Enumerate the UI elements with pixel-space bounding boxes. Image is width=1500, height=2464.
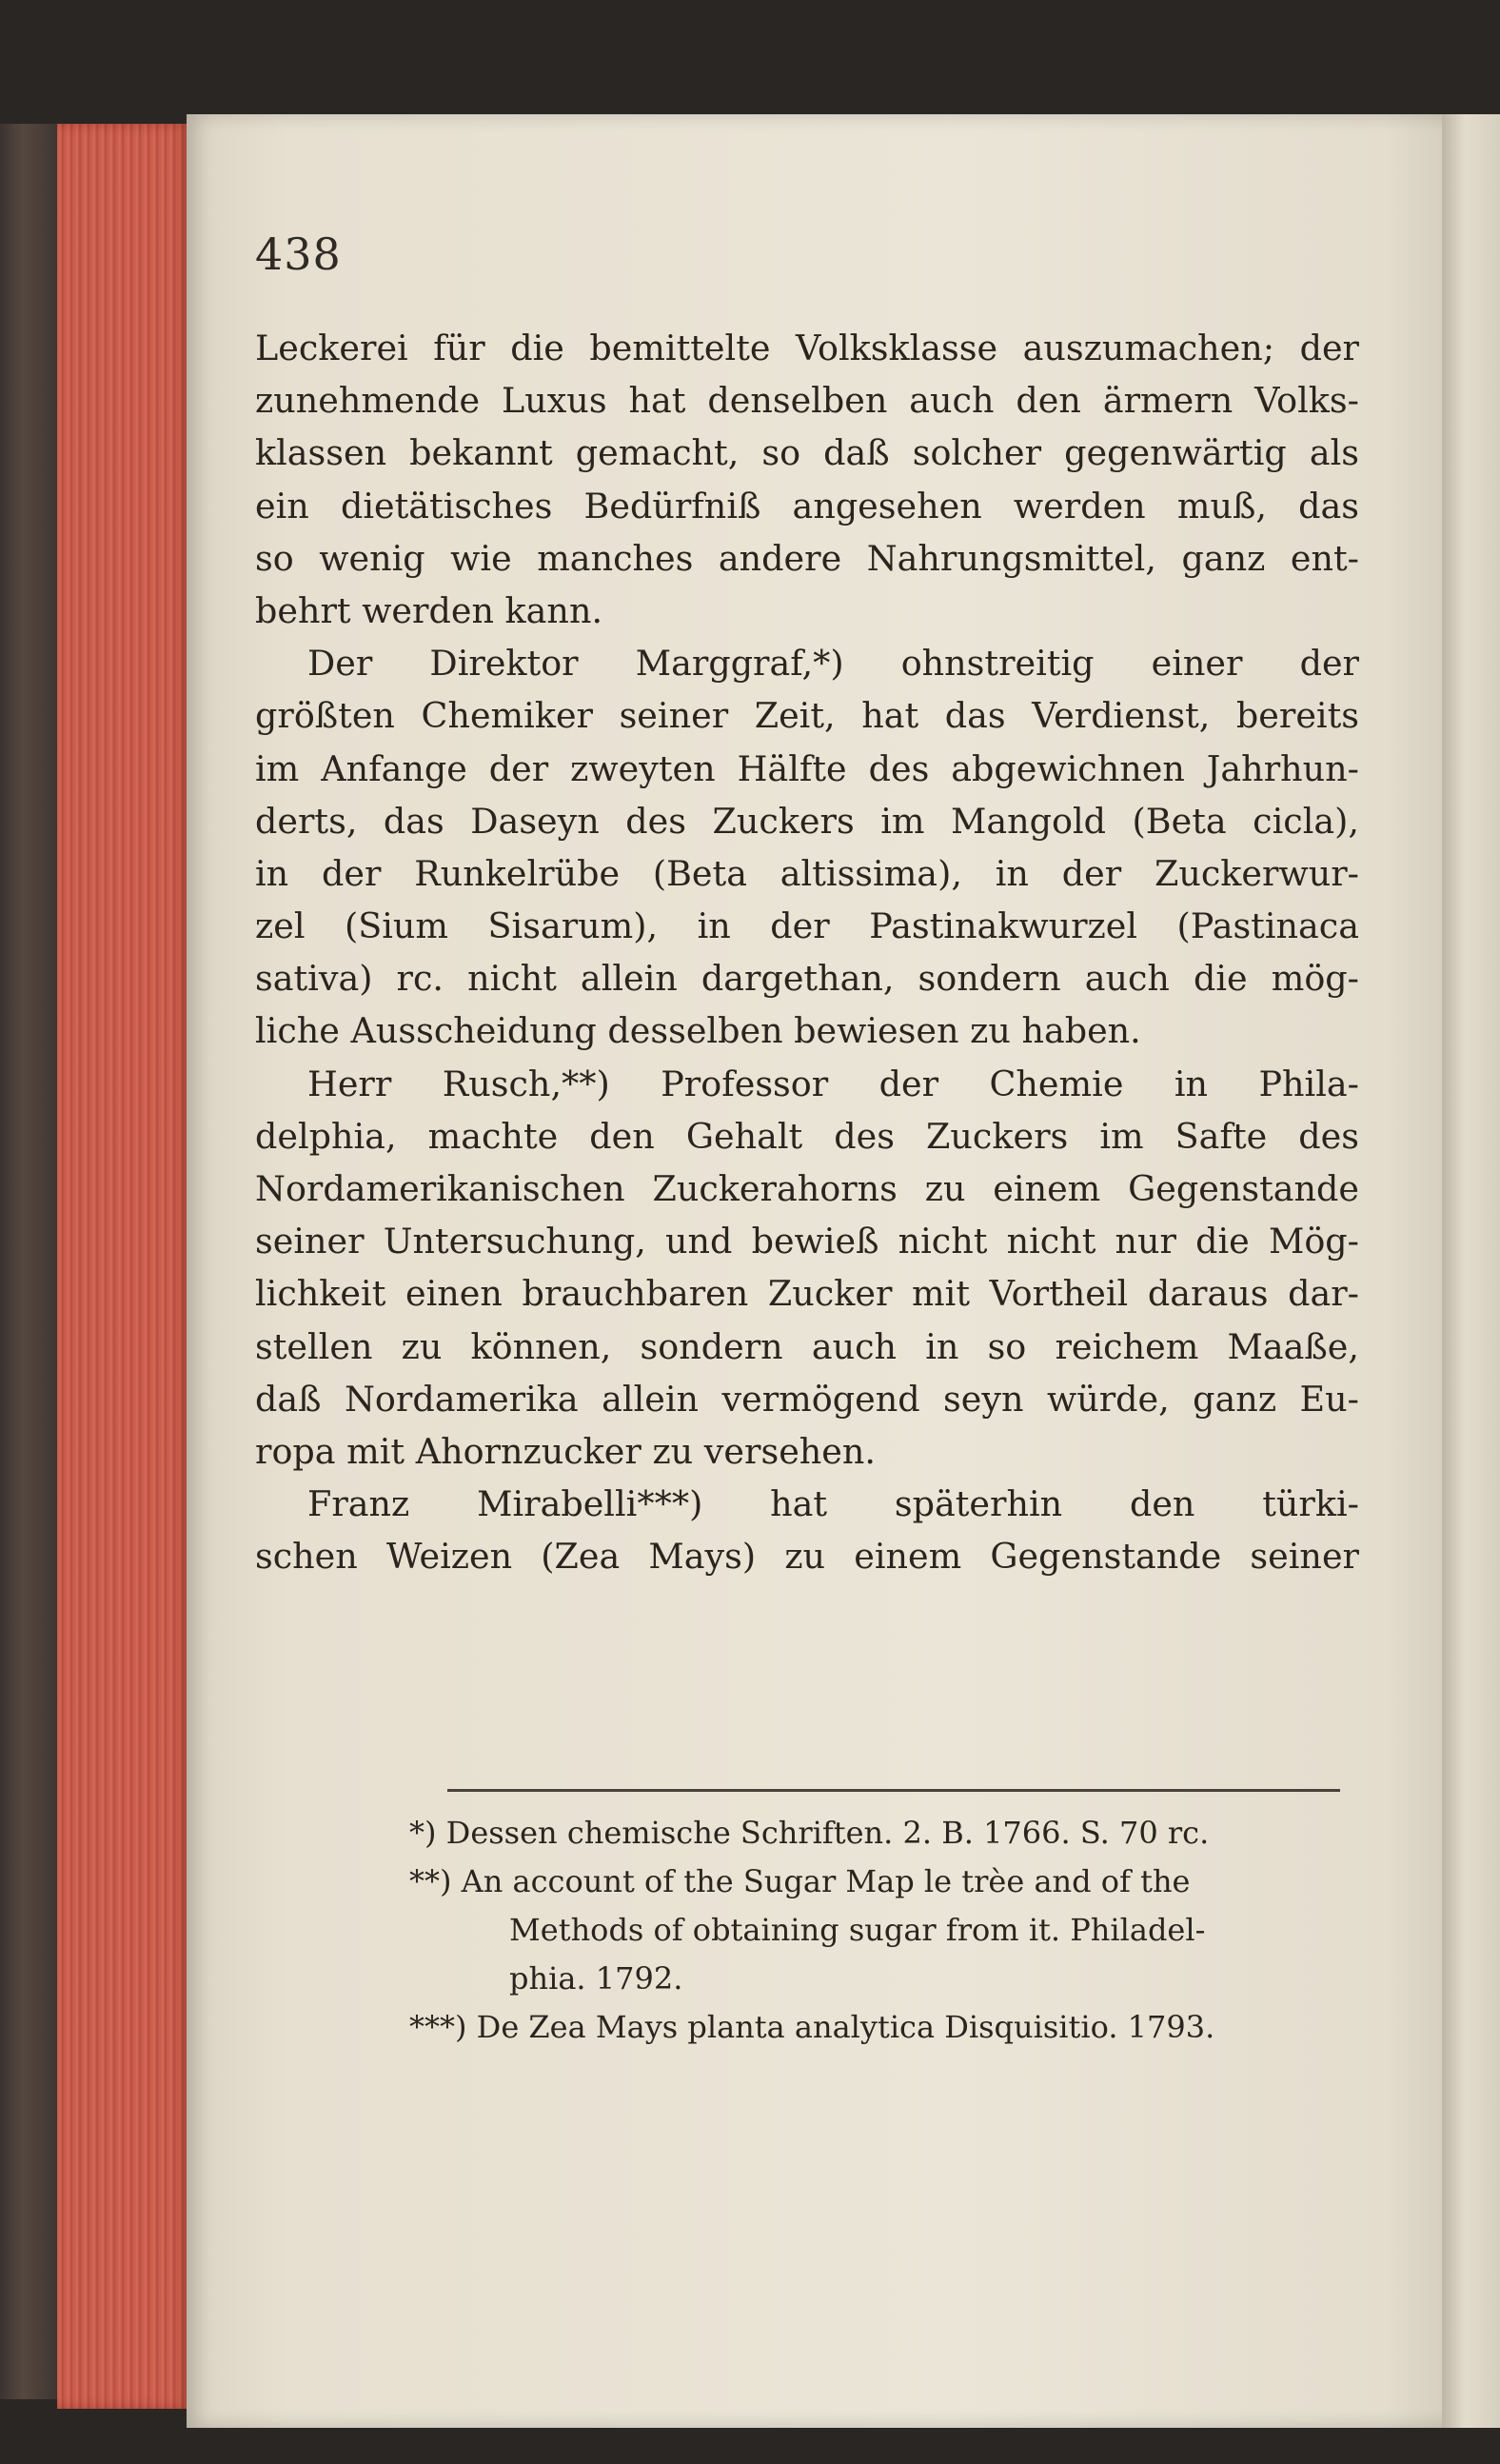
text-line: größten Chemiker seiner Zeit, hat das Verdienst, bereits [255,695,1359,737]
body-text [255,322,1359,1583]
text-line: liche Ausscheidung desselben bewiesen zu haben. [255,1010,1141,1052]
footnotes [409,1809,1361,2052]
text-line: sativa) rc. nicht allein dargethan, sondern auch die mög- [255,958,1359,1000]
footnote-continuation: Methods of obtaining sugar from it. Philadel- [509,1912,1206,1948]
text-line: in der Runkelrübe (Beta altissima), in der Zuckerwur- [255,852,1359,894]
text-line: Leckerei für die bemittelte Volksklasse auszumachen; der [255,328,1359,368]
text-line: lichkeit einen brauchbaren Zucker mit Vortheil daraus dar- [255,1273,1359,1315]
text-line: Herr Rusch,**) Professor der Chemie in Phila- [307,1063,1359,1104]
page-edges [57,124,190,2409]
text-line: im Anfange der zweyten Hälfte des abgewichnen Jahrhun- [255,747,1359,789]
text-line: seiner Untersuchung, und bewieß nicht nicht nur die Mög- [255,1221,1359,1262]
text-line: stellen zu können, sondern auch in so reichem Maaße, [255,1325,1359,1367]
text-line: Franz Mirabelli***) hat späterhin den türki- [307,1483,1359,1525]
text-line: behrt werden kann. [255,589,603,631]
page-number: 438 [255,229,342,280]
text-line: delphia, machte den Gehalt des Zuckers im Safte des [255,1115,1359,1157]
footnote-continuation: phia. 1792. [509,1960,683,1997]
footnote: *) Dessen chemische Schriften. 2. B. 1766. S. 70 rc. [409,1815,1210,1851]
page-gutter [1442,114,1500,2428]
footnote-rule [447,1789,1340,1792]
text-line: derts, das Daseyn des Zuckers im Mangold (Beta cicla), [255,800,1359,842]
text-line: so wenig wie manches andere Nahrungsmittel, ganz ent- [255,537,1359,579]
text-line: schen Weizen (Zea Mays) zu einem Gegenstande seiner [255,1536,1359,1578]
text-line: zel (Sium Sisarum), in der Pastinakwurzel (Pastinaca [255,905,1359,947]
footnote: ***) De Zea Mays planta analytica Disquisitio. 1793. [409,2009,1215,2045]
book-spine [0,124,57,2399]
text-line: zunehmende Luxus hat denselben auch den ärmern Volks- [255,380,1359,422]
text-line: daß Nordamerika allein vermögend seyn würde, ganz Eu- [255,1378,1359,1420]
text-line: Nordamerikanischen Zuckerahorns zu einem Gegenstande [255,1168,1359,1209]
text-line: Der Direktor Marggraf,*) ohnstreitig einer der [307,643,1359,685]
text-line: ropa mit Ahornzucker zu versehen. [255,1430,877,1472]
text-line: klassen bekannt gemacht, so daß solcher gegenwärtig als [255,432,1359,474]
text-line: ein dietätisches Bedürfniß angesehen werden muß, das [255,485,1359,527]
footnote: **) An account of the Sugar Map le trèe and of the [409,1863,1191,1899]
